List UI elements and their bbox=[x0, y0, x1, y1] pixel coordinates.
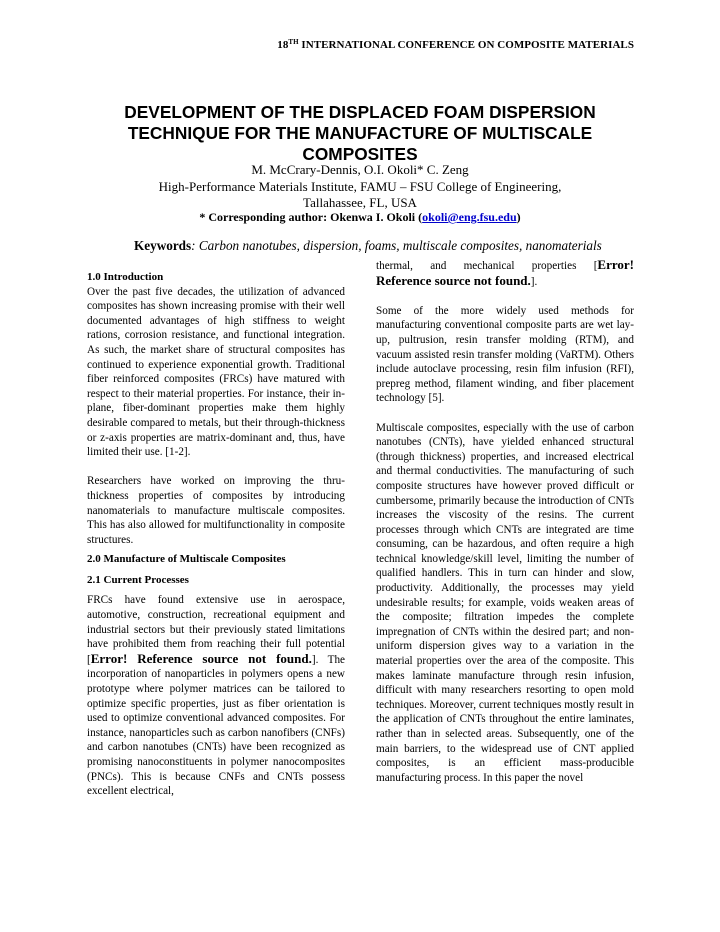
reference-error: Error! Reference source not found. bbox=[90, 650, 312, 666]
keywords-text: : Carbon nanotubes, dispersion, foams, multiscale composites, nanomaterials bbox=[191, 238, 602, 253]
keywords-label: Keywords bbox=[134, 238, 192, 253]
affiliation: High-Performance Materials Institute, FAMU – FSU College of Engineering, bbox=[158, 179, 562, 194]
header-text: INTERNATIONAL CONFERENCE ON COMPOSITE MATERIALS bbox=[298, 39, 634, 51]
section-heading-introduction: 1.0 Introduction bbox=[87, 271, 164, 283]
section-heading-manufacture: 2.0 Manufacture of Multiscale Composites bbox=[87, 553, 286, 566]
paragraph bbox=[376, 258, 634, 289]
paragraph: Researchers have worked on improving the thru-thickness properties of composites by introducing nanomaterials to manufacture multiscale composites. This has also allowed for multifunctionality in composite structures. bbox=[87, 475, 345, 546]
email-link[interactable]: okoli@eng.fsu.edu bbox=[422, 210, 517, 224]
location: Tallahassee, FL, USA bbox=[303, 195, 417, 210]
right-column bbox=[376, 258, 634, 785]
paper-title: DEVELOPMENT OF THE DISPLACED FOAM DISPERSION TECHNIQUE FOR THE MANUFACTURE OF MULTISCALE COMPOSITES bbox=[124, 102, 596, 164]
paragraph: Multiscale composites, especially with the use of carbon nanotubes (CNTs), have yielded enhanced structural (through thickness) properties, and increased electrical and thermal conductivities. The manufacturing of such composite structures have however proved difficult or cumbersome, primarily because the introduction of CNTs increases the viscosity of the resins. The current processes through which CNTs are integrated are time consuming, can be hazardous, and often require a high technical knowledge/skill level, limiting the number of qualified handlers. This in turn can hinder and slow, productivity. Additionally, the processes may yield undesirable results; for example, voids weaken areas of the composite; filtration impedes the complete impregnation of CNTs within the desired part; and non-uniform dispersion gives way to a variation in the material properties over the area of the composite. This makes laminate manufacture through resin infusion, difficult with many researchers resorting to open mold techniques. Moreover, current techniques mostly result in the application of CNTs throughout the entire laminates, rather than in selected areas. Subsequently, one of the main barriers, to the widespread use of CNT applied composites, is an efficient mass-producible manufacturing process. In this paper the novel bbox=[376, 421, 634, 784]
corresponding-author bbox=[0, 210, 720, 225]
paragraph: Some of the more widely used methods for manufacturing conventional composite parts are wet lay-up, pultrusion, resin transfer molding (RTM), and vacuum assisted resin transfer molding (VaRTM). Others include autoclave processing, resin film infusion (RFI), prepreg method, filament winding, and fiber placement technology [5]. bbox=[376, 304, 634, 405]
paragraph-text: ]. The incorporation of nanoparticles in polymers opens a new prototype where polymer matrices can be tailored to optimize specific properties, just as fiber orientation is used to optimize conventional advanced composites. For instance, nanoparticles such as carbon nanofibers (CNFs) and carbon nanotubes (CNTs) have been recognized as promising nanoconstituents in polymer nanocomposites (PNCs). This is because CNFs and CNTs possess excellent electrical, bbox=[87, 653, 345, 798]
reference-error: Error! Reference source not found. bbox=[376, 257, 634, 288]
paragraph-text: ]. bbox=[530, 275, 538, 288]
left-column bbox=[87, 270, 345, 799]
paragraph bbox=[87, 593, 345, 798]
paragraph-text: thermal, and mechanical properties [ bbox=[376, 260, 598, 272]
paragraph: Over the past five decades, the utilization of advanced composites has shown increasing promise with their well documented advantages of high stiffness to weight rations, corrosion resistance, and functional integration. As such, the market share of structural composites has continued to experience exponential growth. Traditional fiber reinforced composites (FRCs) have matured with respect to their material properties. For instance, their in-plane, fiber-dominant properties make them highly desirable compared to metals, but their through-thickness or z-axis properties are matrix-dominant and, thus, have limited their use. [1-2]. bbox=[87, 285, 345, 459]
corresponding-suffix: ) bbox=[516, 210, 521, 224]
header-number: 18 bbox=[277, 39, 289, 51]
header-superscript: TH bbox=[288, 38, 299, 46]
conference-header bbox=[0, 38, 720, 51]
keywords bbox=[134, 238, 602, 254]
corresponding-prefix: * Corresponding author: Okenwa I. Okoli ( bbox=[199, 210, 423, 224]
subsection-heading-current-processes: 2.1 Current Processes bbox=[87, 573, 189, 586]
paragraph-text: FRCs have found extensive use in aerospace, automotive, construction, recreational equipment and industrial sectors but their previously stated limitations have prohibited them from reaching their full potential [ bbox=[87, 594, 345, 666]
authors: M. McCrary-Dennis, O.I. Okoli* C. Zeng bbox=[251, 162, 469, 177]
